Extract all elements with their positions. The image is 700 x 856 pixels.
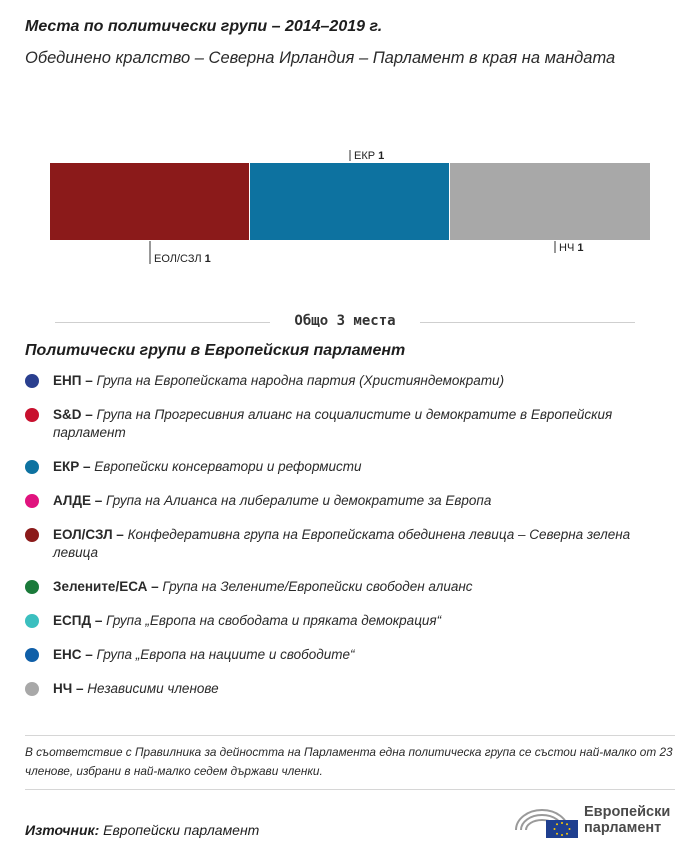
legend-dot-gue-ngl (25, 528, 39, 542)
legend-text: Независими членове (87, 681, 219, 696)
total-seats (55, 312, 635, 332)
bar-segment-2 (450, 163, 650, 240)
legend-dot-ecr (25, 460, 39, 474)
footnote: В съответствие с Правилника за дейността на Парламента една политическа група се състои най-малко от 23 членове, избрани в най-малко седем държави членки. (25, 745, 673, 778)
source (25, 822, 259, 838)
stacked-bar-chart (0, 0, 700, 300)
bar-label-2: НЧ 1 (559, 242, 584, 254)
legend-text: Група „Европа на свободата и пряката демокрация“ (106, 613, 442, 628)
legend-abbr: ЕКР – (53, 459, 91, 474)
legend-text: Група на Прогресивния алианс на социалистите и демократите в Европейския парламент (53, 407, 613, 440)
chart-title: Места по политически групи – 2014–2019 г. (25, 18, 383, 35)
bar-segment-0 (50, 163, 249, 240)
legend-text: Група „Европа на нациите и свободите“ (96, 647, 355, 662)
legend-item-epp (25, 372, 665, 390)
legend-abbr: ЕНС – (53, 647, 93, 662)
legend-dot-ni (25, 682, 39, 696)
legend-abbr: ЕСПД – (53, 613, 103, 628)
source-label: Източник: (25, 822, 100, 838)
logo-line-1: Европейски (584, 804, 671, 820)
legend-abbr: НЧ – (53, 681, 84, 696)
legend-abbr: ЕНП – (53, 373, 93, 388)
legend-abbr: ЕОЛ/СЗЛ – (53, 527, 124, 542)
legend-item-enf (25, 646, 665, 664)
legend-abbr: S&D – (53, 407, 93, 422)
legend-text: Европейски консерватори и реформисти (94, 459, 362, 474)
legend-abbr: АЛДЕ – (53, 493, 103, 508)
legend-item-efdd (25, 612, 665, 630)
chart-subtitle: Обединено кралство – Северна Ирландия – Парламент в края на мандата (25, 49, 616, 67)
legend-dot-enf (25, 648, 39, 662)
legend-dot-alde (25, 494, 39, 508)
legend-dot-greens-efa (25, 580, 39, 594)
european-parliament-logo (512, 798, 682, 840)
legend-dot-efdd (25, 614, 39, 628)
legend-item-alde (25, 492, 665, 510)
total-seats-label: Общо 3 места (282, 313, 407, 329)
legend-item-greens-efa (25, 578, 665, 596)
divider-bottom (25, 789, 675, 790)
legend-item-sd (25, 406, 665, 442)
source-value: Европейски парламент (103, 822, 260, 838)
parliament-hemicycle-icon (512, 798, 580, 838)
legend-title: Политически групи в Европейския парламент (25, 342, 406, 359)
legend-text: Група на Алианса на либералите и демократите за Европа (106, 493, 492, 508)
legend-dot-epp (25, 374, 39, 388)
bar-label-0: ЕОЛ/СЗЛ 1 (154, 253, 211, 265)
bar-label-1: ЕКР 1 (354, 150, 385, 162)
bar-segment-1 (250, 163, 449, 240)
legend-dot-sd (25, 408, 39, 422)
legend-item-ecr (25, 458, 665, 476)
legend-text: Група на Зелените/Европейски свободен алианс (162, 579, 473, 594)
legend-item-gue-ngl (25, 526, 665, 562)
legend-text: Конфедеративна група на Европейската обединена левица – Северна зелена левица (53, 527, 631, 560)
divider-top (25, 735, 675, 736)
legend-abbr: Зелените/ЕСА – (53, 579, 159, 594)
legend-text: Група на Европейската народна партия (Християндемократи) (96, 373, 505, 388)
legend-item-ni (25, 680, 665, 698)
logo-line-2: парламент (584, 820, 662, 836)
